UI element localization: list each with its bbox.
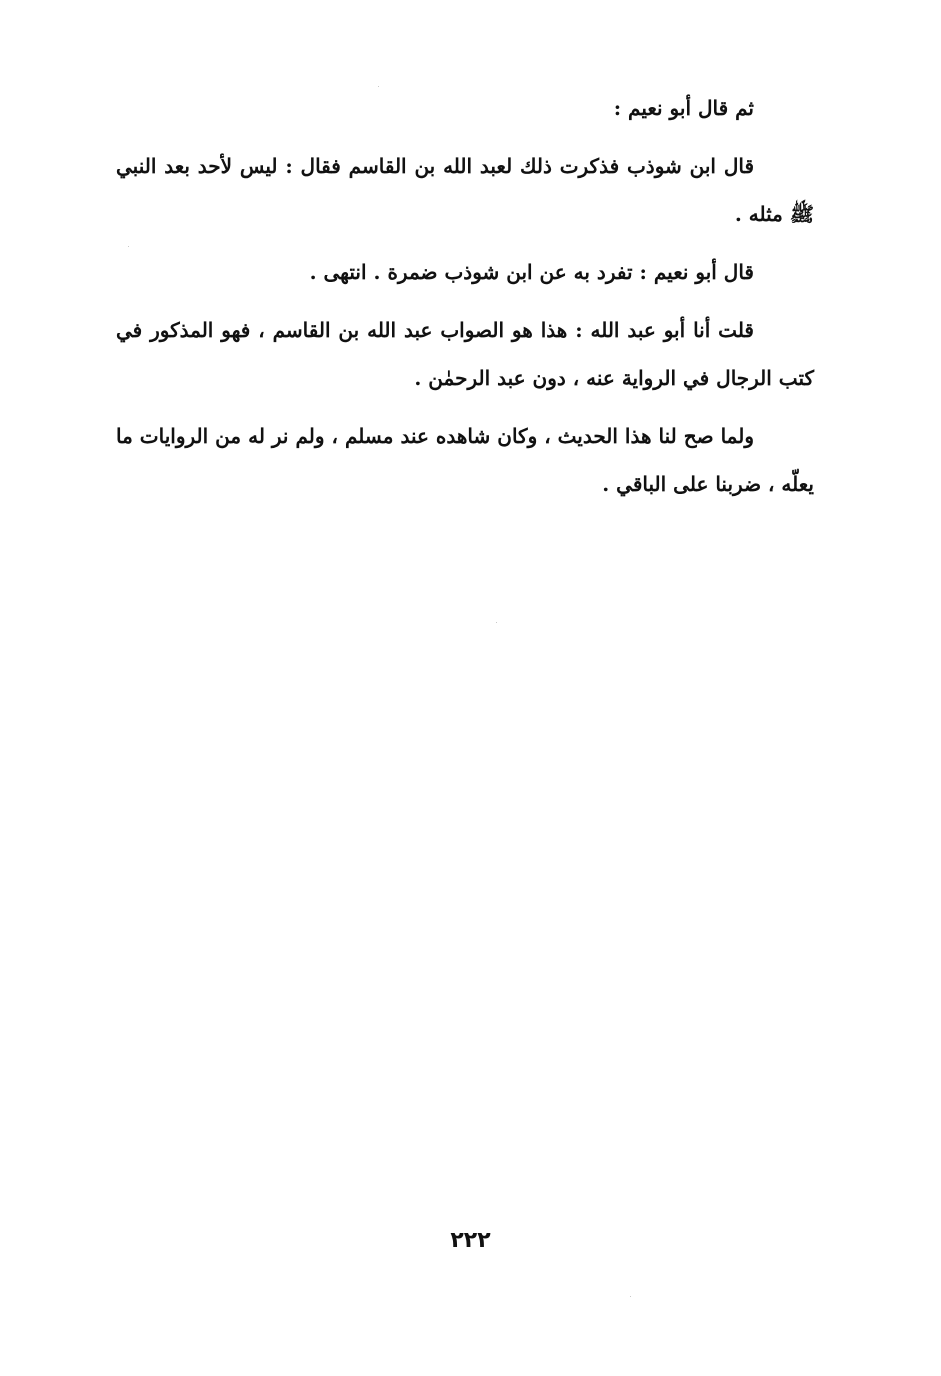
paragraph-2: قال ابن شوذب فذكرت ذلك لعبد الله بن القاسم فقال : ليس لأحد بعد النبي ﷺ مثله . xyxy=(116,154,814,226)
scan-speck xyxy=(630,1296,631,1297)
body-text xyxy=(116,84,814,518)
paragraph-4: قلت أنا أبو عبد الله : هذا هو الصواب عبد الله بن القاسم ، فهو المذكور في كتب الرجال في الرواية عنه ، دون عبد الرحمٰن . xyxy=(116,318,814,390)
scan-speck xyxy=(378,86,379,87)
page-number: ٢٢٢ xyxy=(450,1228,491,1253)
paragraph-5: ولما صح لنا هذا الحديث ، وكان شاهده عند مسلم ، ولم نر له من الروايات ما يعلّه ، ضربنا على الباقي . xyxy=(116,424,814,496)
scan-speck xyxy=(496,622,497,623)
paragraph-1: ثم قال أبو نعيم : xyxy=(613,96,754,120)
paragraph-3: قال أبو نعيم : تفرد به عن ابن شوذب ضمرة . انتهى . xyxy=(309,260,754,284)
scan-speck xyxy=(128,246,129,247)
